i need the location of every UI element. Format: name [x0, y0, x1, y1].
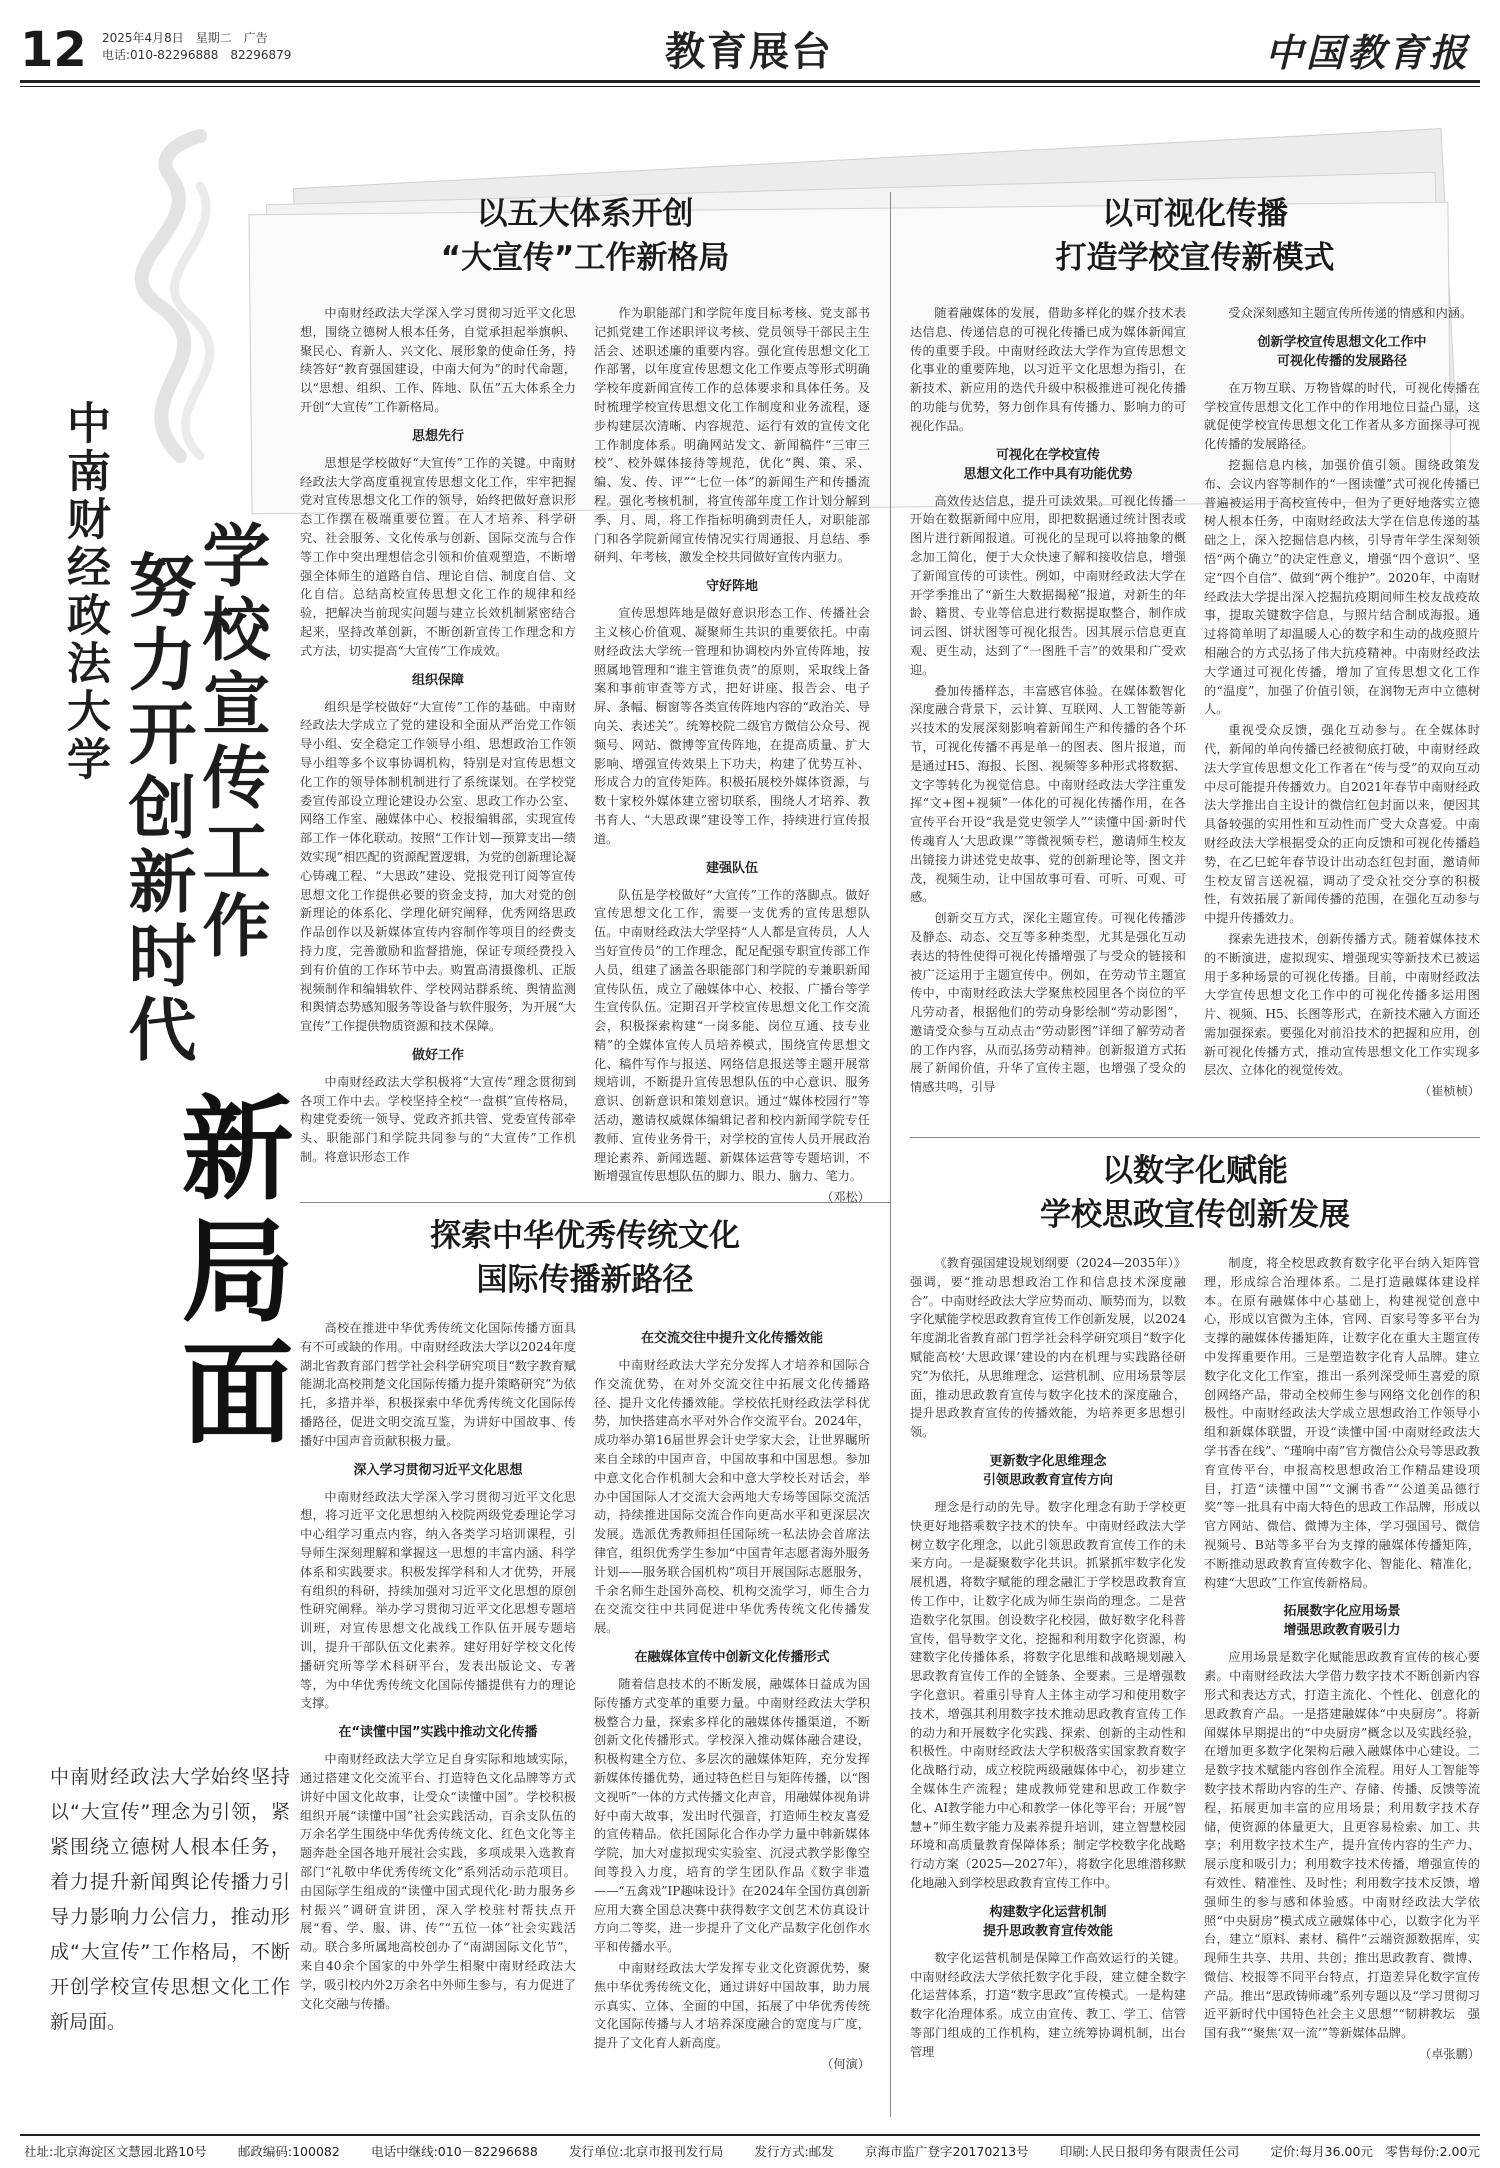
paragraph: 作为职能部门和学院年度目标考核、党支部书记抓党建工作述职评议考核、党员领导干部民主生活会、述职述廉的重要内容。强化宣传思想文化工作部署，以年度宣传思想文化工作要点等形式明确学校年度新闻宣传工作的总体要求和具体任务。及时梳理学校宣传思想文化工作制度和业务流程，逐步构建层次清晰、内容规范、运行有效的宣传文化工作制度体系。明确网站发文、新闻稿件“三审三校”、校外媒体接待等规范，优化“舆、策、采、编、发、传、评”“七位一体”的新闻生产和传播流程。强化考核机制，将宣传部年度工作计划分解到季、月、周，将工作指标明确到责任人，对职能部门和各学院新闻宣传情况实行周通报、月总结、季研判、年考核，激发全校共同做好宣传内驱力。	[594, 306, 870, 565]
article-digital-empowerment	[910, 1149, 1480, 2114]
footer-distribution: 发行方式:邮发	[754, 2144, 834, 2159]
article-column	[300, 304, 576, 1194]
paragraph: 中南财经政法大学发挥专业文化资源优势，聚焦中华优秀传统文化，通过讲好中国故事，助力展示真实、立体、全面的中国，拓展了中华优秀传统文化国际传播与人才培养深度融合的宽度与广度，提升了文化育人新高度。	[594, 1960, 870, 2051]
headline-calligraphy: 新局面	[163, 1090, 294, 1456]
header-meta	[102, 30, 291, 64]
paragraph: 理念是行动的先导。数字化理念有助于学校更快更好地搭乘数字技术的快车。中南财经政法大学树立数字化理念，以此引领思政教育宣传工作的未来方向。一是凝聚数字化共识。抓紧抓牢数字化发展机遇，将数字赋能的理念融汇于学校思政教育宣传工作中，让数字化成为师生崇尚的理念。二是营造数字化氛围。创设数字化校园，做好数字化科普宣传，倡导数字文化，挖掘和利用数字化资源，构建数字化传播体系，将数字化思维和战略规划融入思政教育宣传工作的全链条、全要素。三是增强数字化意识。着重引导育人主体主动学习和使用数字技术，增强其利用数字技术推动思政教育宣传工作的动力和开展数字化实践、探索、创新的主动性和积极性。中南财经政法大学积极落实国家教育数字化战略行动，成立校院两级融媒体中心，初步建立全媒体生产流程；建成教师党建和思政工作数字化、AI教学能力中心和教学一体化等平台；开展“智慧+”师生数字能力及素养提升培训，建立智慧校园环境和高质量教育保障体系；制定学校数字化战略行动方案（2025—2027年），将数字化思维潜移默化地融入到学校思政教育宣传工作中。	[910, 1499, 1186, 1890]
section-subheading: 拓展数字化应用场景 增强思政教育吸引力	[1283, 1604, 1401, 1639]
page-header	[0, 0, 1500, 96]
section-title: 教育展台	[665, 28, 833, 75]
title-line: 学校思政宣传创新发展	[1040, 1197, 1350, 1233]
paragraph: 制度，将全校思政教育数字化平台纳入矩阵管理，形成综合治理体系。二是打造融媒体建设样本。在原有融媒体中心基础上，构建视觉创意中心，形成以官微为主体，官网、百家号等多平台为支撑的融媒体传播矩阵，让数字化在重大主题宣传中发挥重要作用。三是塑造数字化育人品牌。建立数字化文化工作室，推出一系列深受师生喜爱的原创网络产品，带动全校师生参与网络文化创作的积极性。中南财经政法大学成立思想政治工作领导小组和新媒体联盟，开设“读懂中国·中南财经政法大学书香在线”、“瑾响中南”官方微信公众号等思政教育宣传平台，申报高校思想政治工作精品建设项目，打造“读懂中国”“文澜书香”“公道美品德行奖”等一批具有中南大特色的思政工作品牌，形成以官方网站、微信、微博为主体，学习强国号、微信视频号、B站等多平台为支撑的融媒体传播矩阵，不断推动思政教育宣传数字化、智能化、精准化，构建“大思政”工作宣传新格局。	[1204, 1256, 1480, 1590]
section-subheading: 在融媒体宣传中创新文化传播形式	[634, 1649, 830, 1665]
article-culture-communication	[300, 1214, 870, 2114]
paragraph: 在万物互联、万物皆媒的时代，可视化传播在学校宣传思想文化工作中的作用地位日益凸显，这就促使学校宣传思想文化工作者从多方面探寻可视化传播的发展路径。	[1204, 380, 1480, 452]
title-line: 国际传播新路径	[476, 1262, 694, 1298]
column-divider	[890, 1137, 891, 2117]
section-subheading: 在交流交往中提升文化传播效能	[640, 1331, 823, 1346]
footer-phone: 电话中继线:010－82296688	[371, 2144, 538, 2159]
article-title	[300, 1214, 870, 1302]
section-subheading: 思想先行	[411, 428, 464, 444]
article-column	[910, 304, 1186, 1129]
section-subheading: 组织保障	[411, 672, 464, 688]
paragraph: 受众深刻感知主题宣传所传递的情感和内涵。	[1228, 306, 1473, 320]
paragraph: 队伍是学校做好“大宣传”工作的落脚点。做好宣传思想文化工作，需要一支优秀的宣传思想队伍。中南财经政法大学坚持“人人都是宣传员，人人当好宣传员”的工作理念，配足配强专职宣传部工作人员，组建了涵盖各职能部门和学院的专兼职新闻宣传队伍，成立了融媒体中心、校报、广播台等学生宣传队伍。定期召开学校宣传思想文化工作交流会，积极探索构建“一岗多能、岗位互通、技专业精”的全媒体宣传人员培养模式，围绕宣传思想文化、稿件写作与报送、网络信息报送等主题开展常规培训，不断提升宣传思想队伍的中心意识、服务意识、创新意识和策划意识。通过“媒体校园行”等活动，邀请权威媒体编辑记者和校内新闻学院专任教师、宣传业务骨干，对学校的宣传人员开展政治理论素养、新闻选题、新媒体运营等专题培训，不断增强宣传思想队伍的脚力、眼力、脑力、笔力。	[594, 887, 870, 1184]
section-subheading: 深入学习贯彻习近平文化思想	[353, 1462, 523, 1478]
article-author: （卓张鹏）	[1419, 2047, 1480, 2062]
section-subheading: 可视化在学校宣传 思想文化工作中具有功能优势	[963, 447, 1133, 482]
article-visualization	[910, 192, 1480, 1132]
date-line: 2025年4月8日 星期二 广告	[102, 31, 268, 45]
section-subheading: 更新数字化思维理念 引领思政教育宣传方向	[982, 1453, 1113, 1488]
footer-info	[24, 2142, 1480, 2160]
section-subheading: 构建数字化运营机制 提升思政教育宣传效能	[982, 1904, 1113, 1939]
article-columns	[300, 304, 870, 1205]
paragraph: 中南财经政法大学积极将“大宣传”理念贯彻到各项工作中去。学校坚持全校“一盘棋”宣传格局，构建党委统一领导、党政齐抓共管、党委宣传部牵头、职能部门和学院共同参与的“大宣传”工作机制。将意识形态工作	[300, 1074, 576, 1165]
paragraph: 组织是学校做好“大宣传”工作的基础。中南财经政法大学成立了党的建设和全面从严治党工作领导小组、安全稳定工作领导小组、思想政治工作领导小组等多个议事协调机构，特别是对宣传思想文化工作的领导体制机制进行了系统谋划。在学校党委宣传部设立理论建设办公室、思政工作办公室、网络工作室、融媒体中心、校报编辑部，实现宣传部工作一体化联动。按照“工作计划—预算支出—绩效实现”相匹配的资源配置逻辑，为党的创新理论凝心铸魂工程、“大思政”建设、党报党刊订阅等宣传思想文化工作提供必要的资金支持，加大对党的创新理论的体系化、学理化研究阐释，优秀网络思政作品创作以及新媒体宣传内容制作等项目的经费支持力度，完善激励和监督措施，保证专项经费投入到有价值的工作环节中去。购置高清摄像机、正版视频制作和编辑软件、学校网站群系统、舆情监测和舆情态势感知服务等设备与软件服务，为开展“大宣传”工作提供物质资源和技术保障。	[300, 699, 576, 1034]
article-author: （何演）	[821, 2056, 870, 2071]
footer-postcode: 邮政编码:100082	[237, 2144, 340, 2159]
paragraph: 随着信息技术的不断发展，融媒体日益成为国际传播方式变革的重要力量。中南财经政法大学积极整合力量，探索多样化的融媒体传播渠道，不断创新文化传播形式。学校深入推动媒体融合建设，积极构建全方位、多层次的融媒体矩阵，充分发挥新媒体传播优势，通过特色栏目与矩阵传播，以“图文视听”一体的方式传播文化声音，用融媒体视角讲好中南大故事，发出时代强音，打造师生校友喜爱的宣传精品。依托国际化合作办学力量中韩新媒体学院，加大对虚拟现实实验室、沉浸式教学影像空间等投入力度，培育的学生团队作品《数字非遗——“五禽戏”IP趣味设计》在2024年全国仿真创新应用大赛全国总决赛中获得数字文创艺术仿真设计方向二等奖，进一步提升了文化产品数字化创作水平和传播水平。	[594, 1676, 870, 1955]
title-line: 以可视化传播	[1102, 196, 1288, 232]
paragraph: 重视受众反馈，强化互动参与。在全媒体时代，新闻的单向传播已经被彻底打破，中南财经政法大学宣传思想文化工作者在“传与受”的双向互动中尽可能提升传播效力。自2021年春节中南财经政法大学推出自主设计的微信红包封面以来，便因其具备较强的实用性和互动性而广受大众喜爱。中南财经政法大学根据受众的正向反馈和可视化传播趋势，在乙巳蛇年春节设计出动态红包封面，邀请师生校友留言送祝福，调动了受众社交分享的积极性，有效拓展了新闻传播的范围，在强化互动参与中提升传播效力。	[1204, 723, 1480, 926]
feature-intro: 中南财经政法大学始终坚持以“大宣传”理念为引领，紧紧围绕立德树人根本任务，着力提升新闻舆论传播力引导力影响力公信力，推动形成“大宣传”工作格局，不断开创学校宣传思想文化工作新局面。	[50, 1766, 290, 2033]
title-line: 探索中华优秀传统文化	[430, 1218, 740, 1254]
title-line: “大宣传”工作新格局	[440, 240, 730, 276]
masthead-logo: 中国教育报	[1264, 30, 1470, 75]
article-column	[300, 1319, 576, 2114]
article-column	[594, 304, 870, 1205]
section-subheading: 做好工作	[411, 1047, 464, 1063]
page-number: 12	[20, 22, 87, 78]
article-five-systems	[300, 192, 870, 1205]
paragraph: 挖掘信息内核，加强价值引领。围绕政策发布、会议内容等制作的“一图读懂”式可视化传播已普遍被运用于高校宣传中，但为了更好地落实立德树人根本任务，中南财经政法大学在信息传递的基础之上，深入挖掘信息内核，引导青年学生深刻领悟“两个确立”的决定性意义，增强“四个意识”、坚定“四个自信”、做到“两个维护”。2020年，中南财经政法大学提出深入挖掘抗疫期间师生校友战疫故事，提取关键数字信息，与照片结合制成海报。通过将简单明了却温暖人心的数字和生动的战疫照片相融合的方式弘扬了伟大抗疫精神。中南财经政法大学通过可视化传播，增加了宣传思想文化工作的“温度”，加强了价值引领，在润物无声中立德树人。	[1204, 457, 1480, 717]
article-title	[300, 192, 870, 280]
row-divider	[910, 1137, 1480, 1138]
article-column	[910, 1254, 1186, 2114]
article-title	[910, 192, 1480, 280]
column-divider	[890, 192, 891, 1197]
section-subheading: 建强队伍	[705, 860, 758, 876]
paragraph: 应用场景是数字化赋能思政教育宣传的核心要素。中南财经政法大学借力数字技术不断创新内容形式和表达方式，打造主流化、个性化、创意化的思政教育产品。一是搭建融媒体“中央厨房”。将新闻媒体早期提出的“中央厨房”概念以及实践经验，在增加更多数字化架构后融入融媒体中心建设。二是数字技术赋能内容创作全流程。用好人工智能等数字技术帮助内容的生产、存储、传播、反馈等流程，拓展更加丰富的应用场景；利用数字技术存储，使资源的体量更大，且更容易检索、加工、共享；利用数字技术生产，提升宣传内容的生产力、展示度和吸引力；利用数字技术传播，增强宣传的有效性、精准性、及时性；利用数字技术反馈，增强师生的参与感和体验感。中南财经政法大学依照“中央厨房”模式成立融媒体中心，以数字化为平台，建立“原料、素材、稿件”云端资源数据库，实现师生共享、共用、共创；推出思政教育、微博、微信、校报等不同平台特点，打造差异化数字宣传产品。推出“思政铸师魂”系列专题以及“学习贯彻习近平新时代中国特色社会主义思想”“韧耕教坛 强国有我”“聚焦‘双一流’”等新媒体品牌。	[1204, 1650, 1480, 2041]
article-author: （邓松）	[821, 1190, 870, 1205]
paragraph: 数字化运营机制是保障工作高效运行的关键。中南财经政法大学依托数字化手段，建立健全数字化运营体系，打造“数字思政”宣传模式。一是构建数字化治理体系。成立由宣传、教工、学工、信管等部门组成的工作机构，建立统筹协调机制，出台管理	[910, 1950, 1186, 2059]
row-divider	[300, 1202, 890, 1203]
paragraph: 《教育强国建设规划纲要（2024—2035年）》强调，要“推动思想政治工作和信息技术深度融合”。中南财经政法大学应势而动、顺势而为，以数字化赋能学校思政教育宣传工作创新发展，以2024年度湖北省教育部门哲学社会科学研究项目“数字化赋能高校‘大思政课’建设的内在机理与实践路径研究”为依托，从思维理念、运营机制、应用场景等层面，推动思政教育宣传与数字化技术的深度融合，提升思政教育宣传的传播效能，为培养更多思想引领。	[910, 1256, 1186, 1440]
footer-publisher: 发行单位:北京市报刊发行局	[569, 2144, 724, 2159]
article-title	[910, 1149, 1480, 1237]
paragraph: 中南财经政法大学深入学习贯彻习近平文化思想，将习近平文化思想纳入校院两级党委理论学习中心组学习重点内容，纳入各类学习培训课程，引导师生深刻理解和掌握这一思想的丰富内涵、科学体系和实践要求。积极发挥学科和人才优势，开展有组织的科研，持续加强对习近平文化思想的原创性研究阐释。举办学习贯彻习近平文化思想专题培训班，对宣传思想文化战线工作队伍开展专题培训，提升干部队伍文化素养。建好用好学校文化传播研究所等学术科研平台，发表出版论文、专著等，为中华优秀传统文化国际传播提供有力的理论支撑。	[300, 1489, 576, 1711]
paragraph: 中南财经政法大学深入学习贯彻习近平文化思想，围绕立德树人根本任务，自觉承担起举旗帜、聚民心、育新人、兴文化、展形象的使命任务，持续答好“教育强国建设，中南大何为”的时代命题，以“思想、组织、工作、阵地、队伍”五大体系全力开创“大宣传”工作新格局。	[300, 306, 576, 414]
paragraph: 高校在推进中华优秀传统文化国际传播方面具有不可或缺的作用。中南财经政法大学以2024年度湖北省教育部门哲学社会科学研究项目“数字教育赋能湖北高校荆楚文化国际传播力提升策略研究”为依托，多措并举，积极探索中华优秀传统文化国际传播路径，促进文明交流互鉴，为讲好中国故事、传播好中国声音贡献积极力量。	[300, 1321, 576, 1448]
article-column	[594, 1319, 870, 2114]
article-columns	[910, 1254, 1480, 2114]
paragraph: 中南财经政法大学充分发挥人才培养和国际合作交流优势，在对外交流交往中拓展文化传播路径、提升文化传播效能。学校依托财经政法学科优势，加快搭建高水平对外合作交流平台。2024年，成功举办第16届世界会计史学家大会，让世界瞩所来自全球的中国声音，中国故事和中国思想。参加中意文化合作机制大会和中意大学校长对话会，举办中国国际人才交流大会两地大专场等国际交流活动，持续推进国际交流合作向更高水平和更深层次发展。选派优秀教师担任国际统一私法协会首席法律官，组织优秀学生参加“中国青年志愿者海外服务计划——服务联合国机构”项目开展国际志愿服务，千余名师生赴国外高校、机构交流学习，师生合力在交流交往中共同促进中华优秀传统文化传播发展。	[594, 1358, 870, 1636]
paragraph: 思想是学校做好“大宣传”工作的关键。中南财经政法大学高度重视宣传思想文化工作，牢牢把握党对宣传思想文化工作的领导，始终把做好意识形态工作摆在极端重要位置。在人才培养、科学研究、社会服务、文化传承与创新、国际交流与合作等工作中突出理想信念引领和价值观塑造，不断增强全体师生的道路自信、理论自信、制度自信、文化自信。总结高校宣传思想文化工作的规律和经验，把解决当前现实问题与建立长效机制紧密结合起来，坚持改革创新，不断创新宣传工作理念和方式方法，切实提高“大宣传”工作成效。	[300, 455, 576, 658]
paragraph: 叠加传播样态，丰富感官体验。在媒体数智化深度融合背景下，云计算、互联网、人工智能等新兴技术的发展深刻影响着新闻生产和传播的各个环节，可视化传播不再是单一的图表、图片报道，而是通过H5、海报、长图、视频等多种形式将数据、文字等转化为视觉信息。中南财经政法大学注重发挥“文+图+视频”一体化的可视化传播作用，在各宣传平台开设“我是党史领学人”“读懂中国·新时代传魂育人‘大思政课’”等微视频专栏，邀请师生校友出镜接力讲述党史故事、党的创新理论等，图文并茂，视频生动，让中国故事可看、可听、可观、可感。	[910, 683, 1186, 905]
paragraph: 创新交互方式，深化主题宣传。可视化传播涉及静态、动态、交互等多种类型，尤其是强化互动表达的特性使得可视化传播增强了与受众的链接和被广泛运用于主题宣传中。例如，在劳动节主题宣传中，中南财经政法大学聚焦校园里各个岗位的平凡劳动者，根据他们的劳动身影绘制“劳动影图”，邀请受众参与互动点击“劳动影图”详细了解劳动者的工作内容，从而弘扬劳动精神。创新报道方式拓展了新闻价值，升华了宣传主题，也增强了受众的情感共鸣，引导	[910, 911, 1186, 1095]
title-line: 以五大体系开创	[476, 196, 694, 232]
title-line: 打造学校宣传新模式	[1055, 240, 1335, 276]
paragraph: 探索先进技术，创新传播方式。随着媒体技术的不断演进，虚拟现实、增强现实等新技术已被运用于多种场景的可视化传播。目前，中南财经政法大学宣传思想文化工作中的可视化传播多运用图片、视频、H5、长图等形式，在新技术融入方面还需加强探索。要强化对前沿技术的把握和应用，创新可视化传播方式，推动宣传思想文化工作实现多层次、立体化的视觉传效。	[1204, 931, 1480, 1078]
article-author: （崔桢桢）	[1419, 1084, 1480, 1099]
feature-sidebar	[30, 390, 292, 2140]
paragraph: 随着融媒体的发展，借助多样化的媒介技术表达信息、传递信息的可视化传播已成为媒体新闻宣传的重要手段。中南财经政法大学作为宣传思想文化事业的重要阵地，以习近平文化思想为指引，在新技术、新应用的迭代升级中积极推进可视化传播的功能与优势，努力创作具有传播力、影响力的可视化作品。	[910, 306, 1186, 433]
article-columns	[300, 1319, 870, 2114]
footer-rule	[20, 2134, 1480, 2136]
paragraph: 中南财经政法大学立足自身实际和地域实际，通过搭建文化交流平台、打造特色文化品牌等方式讲好中国文化故事，让受众“读懂中国”。学校积极组织开展“读懂中国”社会实践活动，百余支队伍的万余名学生围绕中华优秀传统文化、红色文化等主题奔赴全国各地开展社会实践，多项成果入选教育部门“礼敬中华优秀传统文化”系列活动示范项目。由国际学生组成的“读懂中国式现代化·助力服务乡村振兴”调研宣讲团，深入学校驻村帮扶点开展“看、学、服、讲、传”“五位一体”社会实践活动。联合多所属地高校创办了“南湖国际文化节”，来自40余个国家的中外学生相聚中南财经政法大学，吸引校内外2万余名中外师生参与，有力促进了文化交融与传播。	[300, 1752, 576, 2011]
section-subheading: 守好阵地	[705, 579, 758, 595]
article-column	[1204, 304, 1480, 1129]
paragraph: 高效传达信息，提升可读效果。可视化传播一开始在数据新闻中应用，即把数据通过统计图表或图片进行新闻报道。可视化的呈现可以将抽象的概念加工简化，便于大众快速了解和接收信息，增强了新闻宣传的可读性。例如，中南财经政法大学在开学季推出了“新生大数据揭秘”报道，对新生的年龄、籍贯、专业等信息进行数据提取整合，制作成词云图、饼状图等可视化报告。因其展示信息更直观、更生动，达到了“一图胜千言”的效果和广受欢迎。	[910, 493, 1186, 677]
articles-area	[300, 192, 1480, 2117]
footer-price: 定价:每月36.00元 零售每份:2.00元	[1270, 2144, 1480, 2159]
title-line: 以数字化赋能	[1102, 1153, 1288, 1189]
footer-printer: 印刷:人民日报印务有限责任公司	[1059, 2144, 1240, 2159]
headline-line-1: 学校宣传工作	[191, 520, 270, 964]
headline-line-2: 努力开创新时代	[117, 550, 196, 1068]
article-column	[1204, 1254, 1480, 2114]
phone-line: 电话:010-82296888 82296879	[102, 48, 292, 62]
header-rule-thin	[20, 86, 1480, 87]
header-rule	[20, 80, 1480, 83]
school-name: 中南财经政法大学	[59, 400, 110, 784]
footer-license: 京海市监广登字20170213号	[865, 2144, 1029, 2159]
article-columns	[910, 304, 1480, 1129]
section-subheading: 创新学校宣传思想文化工作中 可视化传播的发展路径	[1257, 334, 1427, 369]
paragraph: 宣传思想阵地是做好意识形态工作、传播社会主义核心价值观、凝聚师生共识的重要依托。中南财经政法大学统一管理和协调校内外宣传阵地，按照属地管理和“谁主管谁负责”的原则，采取线上备案和事前审查等方式，把好讲座、报告会、电子屏、条幅、橱窗等各类宣传阵地内容的“政治关、导向关、表述关”。统筹校院二级官方微信公众号、视频号、网站、微博等宣传阵地，在提高质量、扩大影响、增强宣传效果上下功夫，构建了优势互补、形成合力的宣传矩阵。积极拓展校外媒体资源，与数十家校外媒体建立密切联系，围绕人才培养、教书育人、“大思政课”建设等工作，持续进行宣传报道。	[594, 606, 870, 846]
footer-address: 社址:北京海淀区文慧园北路10号	[24, 2144, 207, 2159]
page-footer	[0, 2134, 1500, 2168]
section-subheading: 在“读懂中国”实践中推动文化传播	[338, 1725, 538, 1741]
